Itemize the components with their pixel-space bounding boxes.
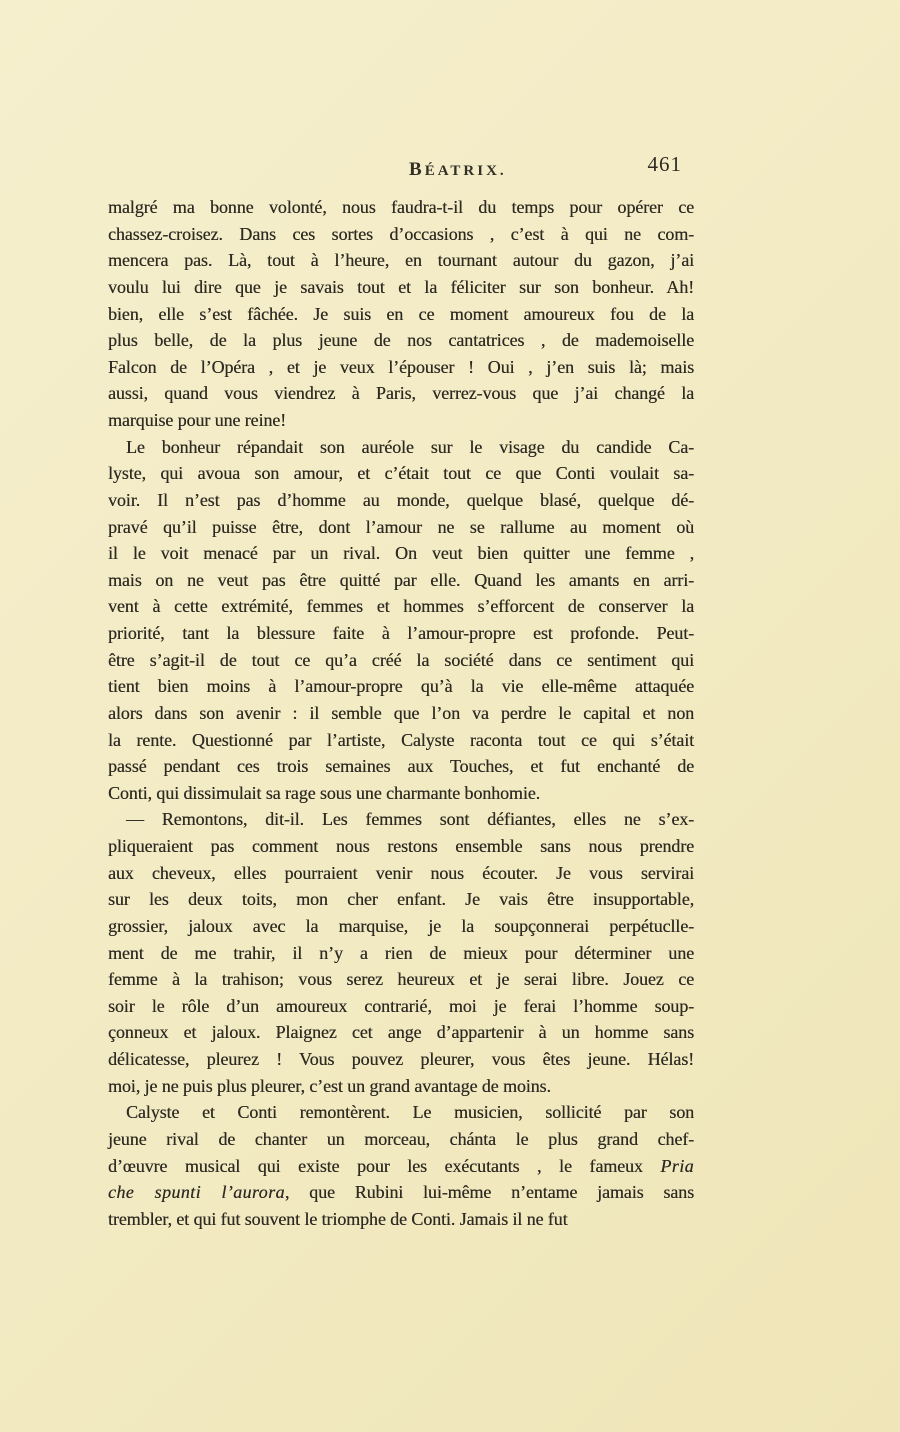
text-line: jeune rival de chanter un morceau, chánta le plus grand chef- bbox=[108, 1128, 694, 1149]
text-line: être s’agit-il de tout ce qu’a créé la société dans ce sentiment qui bbox=[108, 649, 694, 670]
italic-title-segment: Pria bbox=[660, 1155, 694, 1176]
text-line: plus belle, de la plus jeune de nos cantatrices , de mademoiselle bbox=[108, 330, 694, 351]
text-line: chassez-croisez. Dans ces sortes d’occasions , c’est à qui ne com- bbox=[108, 223, 694, 244]
text-line: sur les deux toits, mon cher enfant. Je vais être insupportable, bbox=[108, 889, 694, 910]
text-segment: d’œuvre musical qui existe pour les exécutants , le fameux bbox=[108, 1155, 661, 1176]
text-line: grossier, jaloux avec la marquise, je la soupçonnerai perpétuclle- bbox=[108, 915, 694, 936]
text-segment: , que Rubini lui-même n’entame jamais sans bbox=[284, 1182, 694, 1203]
text-line: malgré ma bonne volonté, nous faudra-t-il du temps pour opérer ce bbox=[108, 197, 694, 217]
running-title: BÉATRIX. bbox=[409, 159, 507, 180]
paragraph bbox=[108, 806, 694, 1099]
text-line: — Remontons, dit-il. Les femmes sont défiantes, elles ne s’ex- bbox=[126, 809, 694, 830]
italic-title-segment: che spunti l’aurora bbox=[108, 1182, 285, 1203]
text-line: vent à cette extrémité, femmes et hommes s’efforcent de conserver la bbox=[108, 596, 694, 617]
text-line: délicatesse, pleurez ! Vous pouvez pleurer, vous êtes jeune. Hélas! bbox=[108, 1049, 694, 1069]
text-line: moi, je ne puis plus pleurer, c’est un grand avantage de moins. bbox=[108, 1075, 551, 1096]
text-line: lyste, qui avoua son amour, et c’était tout ce que Conti voulait sa- bbox=[108, 463, 694, 484]
text-line: mencera pas. Là, tout à l’heure, en tournant autour du gazon, j’ai bbox=[108, 250, 694, 271]
text-line: trembler, et qui fut souvent le triomphe de Conti. Jamais il ne fut bbox=[108, 1208, 568, 1229]
text-line: aussi, quand vous viendrez à Paris, verrez-vous que j’ai changé la bbox=[108, 383, 694, 404]
text-line: femme à la trahison; vous serez heureux et je serai libre. Jouez ce bbox=[108, 969, 694, 990]
text-line: marquise pour une reine! bbox=[108, 410, 287, 430]
text-line: tient bien moins à l’amour-propre qu’à la vie elle-même attaquée bbox=[108, 676, 694, 697]
text-line: pliqueraient pas comment nous restons ensemble sans nous prendre bbox=[108, 836, 694, 856]
text-line: la rente. Questionné par l’artiste, Calyste raconta tout ce qui s’était bbox=[108, 729, 694, 750]
text-line: il le voit menacé par un rival. On veut bien quitter une femme , bbox=[108, 543, 694, 564]
text-line: ment de me trahir, il n’y a rien de mieux pour déterminer une bbox=[108, 942, 694, 963]
text-line: soir le rôle d’un amoureux contrarié, moi je ferai l’homme soup- bbox=[108, 995, 694, 1016]
text-line: Calyste et Conti remontèrent. Le musicien, sollicité par son bbox=[126, 1102, 694, 1123]
text-line: Le bonheur répandait son auréole sur le visage du candide Ca- bbox=[126, 436, 694, 457]
text-line: çonneux et jaloux. Plaignez cet ange d’appartenir à un homme sans bbox=[108, 1022, 694, 1043]
text-line: voulu lui dire que je savais tout et la féliciter sur son bonheur. Ah! bbox=[108, 276, 694, 297]
paragraph bbox=[108, 434, 694, 807]
text-line: bien, elle s’est fâchée. Je suis en ce moment amoureux fou de la bbox=[108, 303, 694, 324]
page-number: 461 bbox=[647, 152, 682, 176]
paragraph bbox=[108, 1099, 694, 1232]
text-line: Falcon de l’Opéra , et je veux l’épouser ! Oui , j’en suis là; mais bbox=[108, 356, 694, 377]
text-line: voir. Il n’est pas d’homme au monde, quelque blasé, quelque dé- bbox=[108, 489, 694, 510]
text-line: Conti, qui dissimulait sa rage sous une charmante bonhomie. bbox=[108, 782, 541, 803]
text-line: aux cheveux, elles pourraient venir nous écouter. Je vous servirai bbox=[108, 862, 694, 883]
text-line: priorité, tant la blessure faite à l’amour-propre est profonde. Peut- bbox=[108, 623, 694, 643]
text-line bbox=[108, 1179, 694, 1206]
text-line bbox=[108, 1153, 694, 1180]
text-line: mais on ne veut pas être quitté par elle. Quand les amants en arri- bbox=[108, 569, 694, 590]
page-body-text bbox=[108, 194, 694, 1232]
text-line: alors dans son avenir : il semble que l’on va perdre le capital et non bbox=[108, 702, 694, 723]
paragraph bbox=[108, 194, 694, 434]
text-line: passé pendant ces trois semaines aux Touches, et fut enchanté de bbox=[108, 756, 694, 777]
text-line: pravé qu’il puisse être, dont l’amour ne se rallume au moment où bbox=[108, 516, 694, 537]
